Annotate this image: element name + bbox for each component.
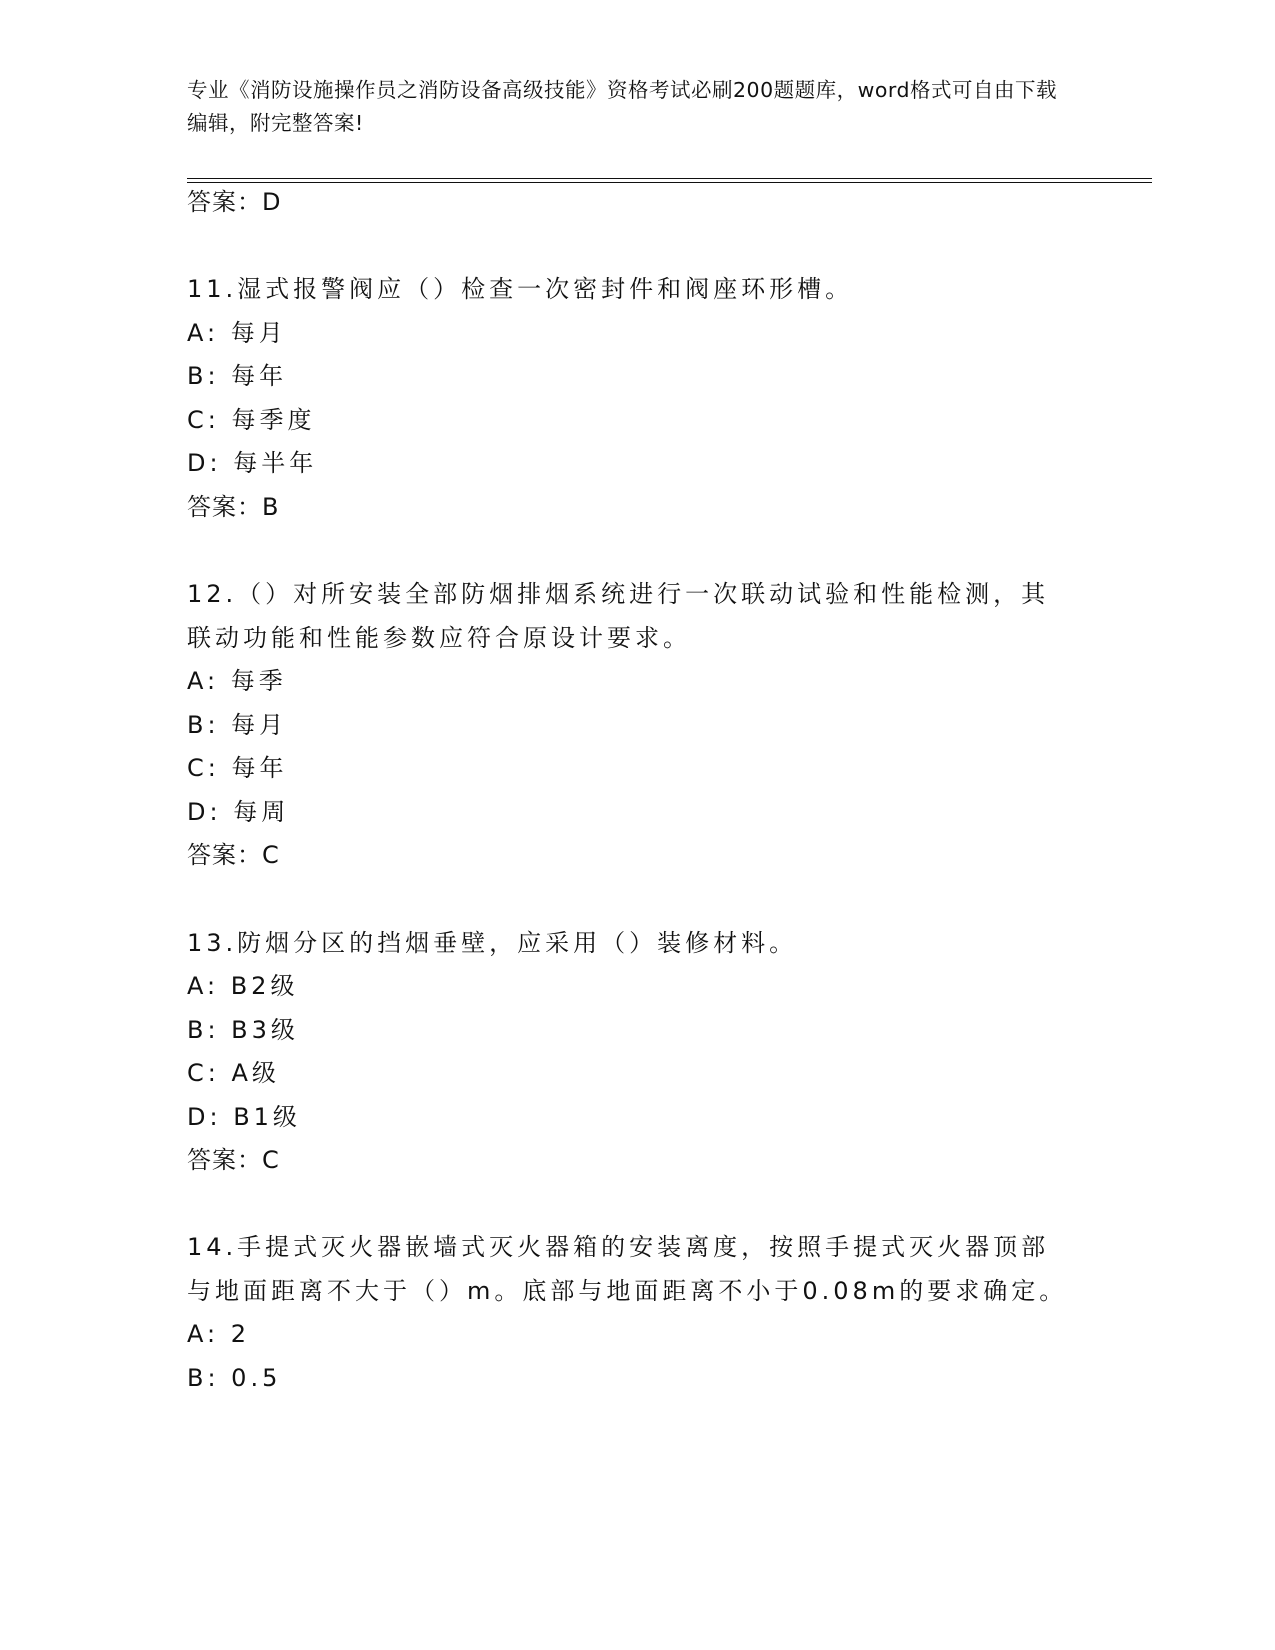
question-14-option-b: B: 0.5: [187, 1364, 282, 1392]
question-13-text: 13.防烟分区的挡烟垂壁，应采用（）装修材料。: [187, 929, 798, 957]
question-13-option-c: C: A级: [187, 1059, 280, 1087]
question-11-option-a: A: 每月: [187, 319, 287, 347]
previous-answer: 答案：D: [187, 188, 282, 216]
question-12-option-a: A: 每季: [187, 667, 287, 695]
question-13-option-b: B: B3级: [187, 1016, 299, 1044]
question-12-option-d: D: 每周: [187, 798, 290, 826]
question-11-option-b: B: 每年: [187, 362, 288, 390]
question-13-option-a: A: B2级: [187, 972, 299, 1000]
question-12-text-line-1: 12.（）对所安装全部防烟排烟系统进行一次联动试验和性能检测，其: [187, 580, 1050, 608]
question-12-option-c: C: 每年: [187, 754, 288, 782]
question-12-answer: 答案：C: [187, 841, 280, 869]
question-13-option-d: D: B1级: [187, 1103, 301, 1131]
question-12-text-line-2: 联动功能和性能参数应符合原设计要求。: [187, 624, 691, 652]
question-12-option-b: B: 每月: [187, 711, 288, 739]
question-14-option-a: A: 2: [187, 1320, 250, 1348]
document-header: 专业《消防设施操作员之消防设备高级技能》资格考试必刷200题题库，word格式可自由下载编辑，附完整答案!: [187, 78, 1058, 135]
question-14-text-line-2: 与地面距离不大于（）m。底部与地面距离不小于0.08m的要求确定。: [187, 1277, 1068, 1305]
question-11-answer: 答案：B: [187, 493, 280, 521]
question-11-text: 11.湿式报警阀应（）检查一次密封件和阀座环形槽。: [187, 275, 854, 303]
question-11-option-c: C: 每季度: [187, 406, 316, 434]
question-13-answer: 答案：C: [187, 1146, 280, 1174]
header-divider: [187, 178, 1152, 183]
question-14-text-line-1: 14.手提式灭火器嵌墙式灭火器箱的安装离度，按照手提式灭火器顶部: [187, 1233, 1050, 1261]
question-11-option-d: D: 每半年: [187, 449, 318, 477]
